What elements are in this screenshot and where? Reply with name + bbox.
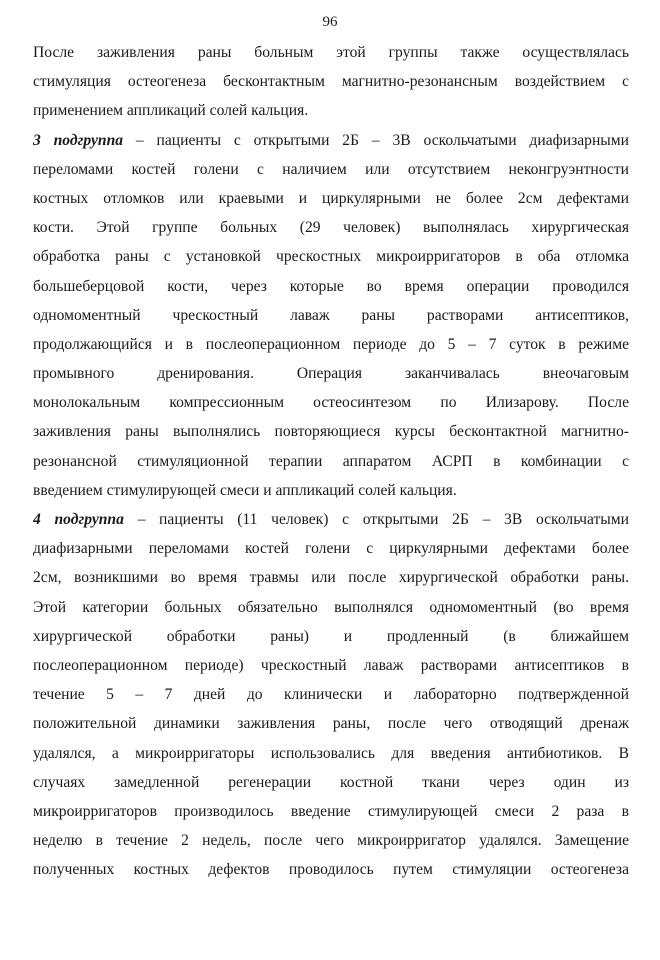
- text-line: удалялся, а микроирригаторы использовались для введения антибиотиков. В: [33, 744, 629, 762]
- subgroup-3-heading: 3 подгруппа: [33, 131, 124, 149]
- text-line: [33, 126, 629, 155]
- text-line: стимуляция остеогенеза бесконтактным магнитно-резонансным воздействием с: [33, 73, 629, 91]
- page-number: 96: [322, 14, 338, 30]
- text-line: случаях замедленной регенерации костной ткани через один из: [33, 773, 629, 791]
- text-line: неделю в течение 2 недель, после чего микроирригатор удалялся. Замещение: [33, 832, 629, 850]
- text-line: Этой категории больных обязательно выполнялся одномоментный (во время: [33, 598, 629, 616]
- text-line: переломами костей голени с наличием или отсутствием неконгруэнтности: [33, 160, 629, 178]
- text-line: введением стимулирующей смеси и аппликаций солей кальция.: [33, 481, 457, 499]
- text-line: После заживления раны больным этой группы также осуществлялась: [33, 44, 629, 61]
- text-line: обработка раны с установкой чрескостных микроирригаторов в оба отломка: [33, 248, 629, 266]
- text-line: применением аппликаций солей кальция.: [33, 102, 309, 120]
- text-line: послеоперационном периоде) чрескостный лаваж растворами антисептиков в: [33, 656, 629, 674]
- text-line: кости. Этой группе больных (29 человек) выполнялась хирургическая: [33, 219, 629, 237]
- text-line: течение 5 – 7 дней до клинически и лабораторно подтвержденной: [33, 686, 629, 704]
- text-line: положительной динамики заживления раны, после чего отводящий дренаж: [33, 715, 629, 733]
- text-line: полученных костных дефектов проводилось путем стимуляции остеогенеза: [33, 861, 629, 879]
- text-line: [33, 505, 629, 534]
- text-line: диафизарными переломами костей голени с циркулярными дефектами более: [33, 540, 629, 558]
- text-fragment: – пациенты с открытыми 2Б – 3В оскольчатыми диафизарными: [123, 131, 629, 149]
- text-line: костных отломков или краевыми и циркулярными не более 2см дефектами: [33, 189, 629, 207]
- text-line: большеберцовой кости, через которые во время операции проводился: [33, 277, 629, 295]
- text-line: микроирригаторов производилось введение стимулирующей смеси 2 раза в: [33, 802, 629, 820]
- text-line: заживления раны выполнялись повторяющиеся курсы бесконтактной магнитно-: [33, 423, 629, 441]
- text-line: резонансной стимуляционной терапии аппаратом АСРП в комбинации с: [33, 452, 629, 470]
- text-line: одномоментный чрескостный лаваж раны растворами антисептиков,: [33, 306, 629, 324]
- text-line: хирургической обработки раны) и продленный (в ближайшем: [33, 627, 629, 645]
- text-line: монолокальным компрессионным остеосинтезом по Илизарову. После: [33, 394, 629, 412]
- text-line: 2см, возникшими во время травмы или после хирургической обработки раны.: [33, 569, 629, 587]
- body-text: [33, 38, 629, 884]
- text-line: продолжающийся и в послеоперационном периоде до 5 – 7 суток в режиме: [33, 335, 629, 353]
- text-fragment: – пациенты (11 человек) с открытыми 2Б – 3В оскольчатыми: [123, 511, 629, 528]
- text-line: промывного дренирования. Операция заканчивалась внеочаговым: [33, 365, 629, 383]
- subgroup-4-heading: 4 подгруппа: [33, 511, 124, 528]
